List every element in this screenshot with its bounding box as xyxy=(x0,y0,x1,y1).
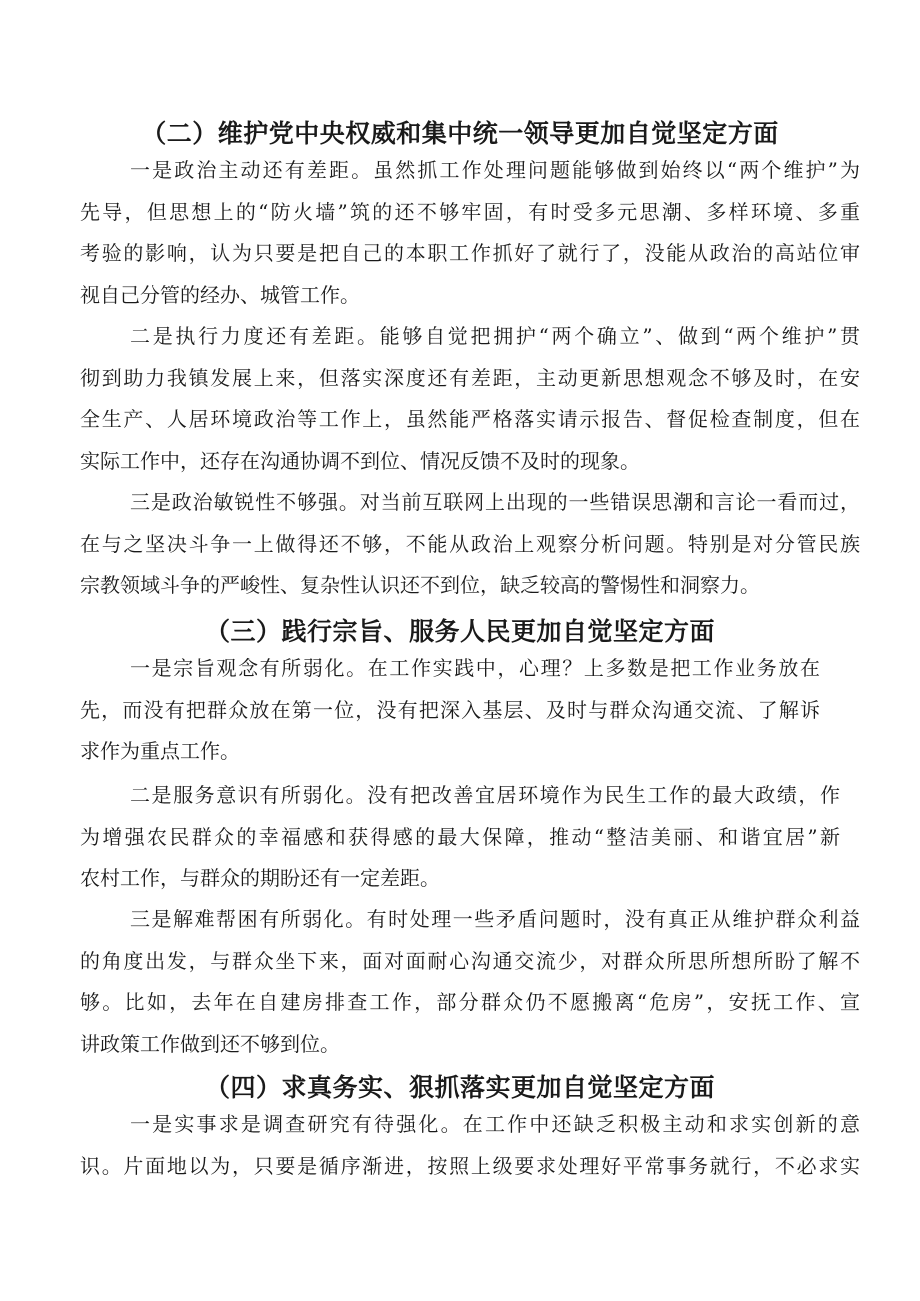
text-line: 求作为重点工作。 xyxy=(80,739,240,763)
text-line: 宗教领域斗争的严峻性、复杂性认识还不到位，缺乏较高的警惕性和洞察力。 xyxy=(80,573,760,597)
text-line: 一是宗旨观念有所弱化。在工作实践中，心理？上多数是把工作业务放在 xyxy=(130,656,820,680)
text-line: 识。片面地以为，只要是循序渐进，按照上级要求处理好平常事务就行，不必求实 xyxy=(80,1153,860,1178)
paragraph-service xyxy=(80,775,840,900)
section-heading-2: （二）维护党中央权威和集中统一领导更加自觉坚定方面 xyxy=(141,119,779,148)
text-line: 三是政治敏锐性不够强。对当前互联网上出现的一些错误思潮和言论一看而过， xyxy=(130,490,860,514)
text-line: 农村工作，与群众的期盼还有一定差距。 xyxy=(80,866,440,890)
paragraph-execution xyxy=(80,316,860,482)
text-line: 够。比如，去年在自建房排查工作，部分群众仍不愿搬离“危房”，安抚工作、宣 xyxy=(80,990,860,1014)
section-heading-3: （三）践行宗旨、服务人民更加自觉坚定方面 xyxy=(204,617,715,646)
text-line: 的角度出发，与群众坐下来，面对面耐心沟通交流少，对群众所思所想所盼了解不 xyxy=(80,948,860,973)
text-line: 彻到助力我镇发展上来，但落实深度还有差距，主动更新思想观念不够及时，在安 xyxy=(80,365,860,390)
text-line: 在与之坚决斗争一上做得还不够，不能从政治上观察分析问题。特别是对分管民族 xyxy=(80,531,860,556)
text-line: 考验的影响，认为只要是把自己的本职工作抓好了就行了，没能从政治的高站位审 xyxy=(80,241,860,265)
paragraph-political-sensitivity xyxy=(80,482,860,607)
text-line: 全生产、人居环境政治等工作上，虽然能严格落实请示报告、督促检查制度，但在 xyxy=(80,407,860,431)
text-line: 一是政治主动还有差距。虽然抓工作处理问题能够做到始终以“两个维护”为 xyxy=(130,158,860,182)
text-line: 二是执行力度还有差距。能够自觉把拥护“两个确立”、做到“两个维护”贯 xyxy=(130,324,860,348)
text-line: 一是实事求是调查研究有待强化。在工作中还缺乏积极主动和求实创新的意 xyxy=(130,1112,860,1136)
text-line: 实际工作中，还存在沟通协调不到位、情况反馈不及时的现象。 xyxy=(80,448,640,473)
paragraph-help xyxy=(80,899,860,1065)
text-line: 先导，但思想上的“防火墙”筑的还不够牢固，有时受多元思潮、多样环境、多重 xyxy=(80,199,860,224)
paragraph-purpose xyxy=(80,648,820,773)
paragraph-investigation xyxy=(80,1104,860,1187)
text-line: 先，而没有把群众放在第一位，没有把深入基层、及时与群众沟通交流、了解诉 xyxy=(80,697,820,722)
text-line: 为增强农民群众的幸福感和获得感的最大保障，推动“整洁美丽、和谐宜居”新 xyxy=(80,824,840,849)
text-line: 二是服务意识有所弱化。没有把改善宜居环境作为民生工作的最大政绩，作 xyxy=(130,783,840,807)
paragraph-political-initiative xyxy=(80,150,860,316)
text-line: 三是解难帮困有所弱化。有时处理一些矛盾问题时，没有真正从维护群众利益 xyxy=(130,907,860,931)
section-heading-4: （四）求真务实、狠抓落实更加自觉坚定方面 xyxy=(204,1073,715,1102)
text-line: 视自己分管的经办、城管工作。 xyxy=(80,282,360,307)
text-line: 讲政策工作做到还不够到位。 xyxy=(80,1031,340,1056)
